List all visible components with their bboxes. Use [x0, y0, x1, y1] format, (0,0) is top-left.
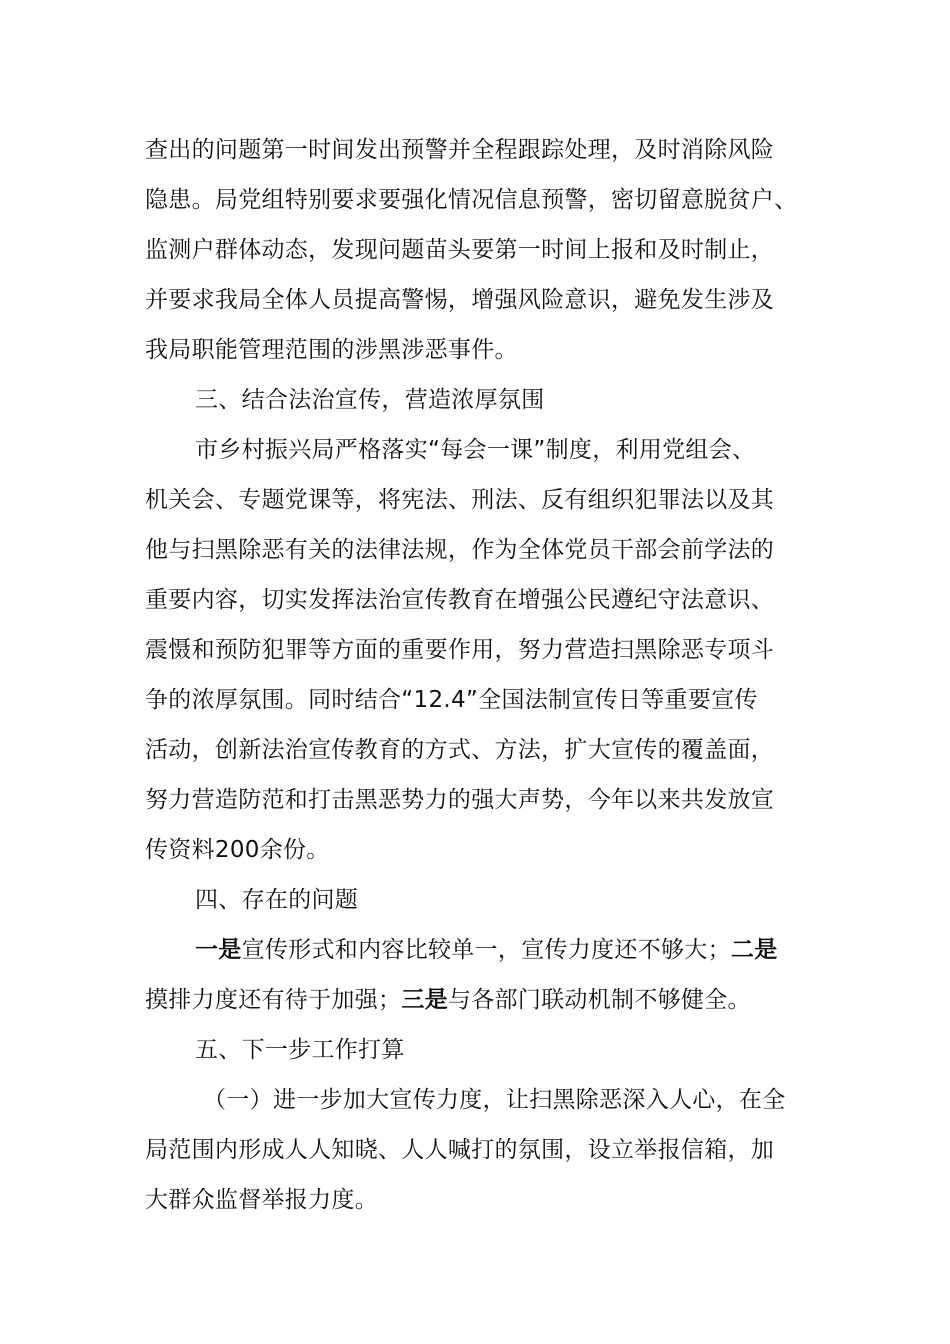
section-heading: 四、存在的问题 [195, 887, 359, 913]
problem-text: 与各部门联动机制不够健全。 [447, 987, 751, 1013]
bold-marker: 二是 [730, 937, 778, 963]
paragraph-line: 我局职能管理范围的涉黑涉恶事件。 [145, 337, 518, 363]
paragraph-line: 监测户群体动态，发现问题苗头要第一时间上报和及时制止， [145, 237, 775, 263]
paragraph-line: 重要内容，切实发挥法治宣传教育在增强公民遵纪守法意识、 [145, 587, 775, 613]
problems-line-2 [145, 980, 751, 1020]
paragraph-line: （一）进一步加大宣传力度，让扫黑除恶深入人心，在全 [203, 1087, 786, 1113]
paragraph-line: 活动，创新法治宣传教育的方式、方法，扩大宣传的覆盖面， [145, 737, 775, 763]
section-heading: 三、结合法治宣传，营造浓厚氛围 [195, 387, 545, 413]
bold-marker: 一是 [195, 937, 242, 963]
paragraph-line: 并要求我局全体人员提高警惕，增强风险意识，避免发生涉及 [145, 287, 775, 313]
paragraph-line: 争的浓厚氛围。同时结合“12.4”全国法制宣传日等重要宣传 [145, 687, 758, 713]
paragraph-line: 大群众监督举报力度。 [145, 1187, 378, 1213]
paragraph-line: 机关会、专题党课等，将宪法、刑法、反有组织犯罪法以及其 [145, 487, 775, 513]
paragraph-line: 传资料200余份。 [145, 837, 330, 863]
paragraph-line: 查出的问题第一时间发出预警并全程跟踪处理，及时消除风险 [145, 137, 775, 163]
paragraph-line: 隐患。局党组特别要求要强化情况信息预警，密切留意脱贫户、 [145, 187, 798, 213]
bold-marker: 三是 [401, 987, 448, 1013]
paragraph-line: 局范围内形成人人知晓、人人喊打的氛围，设立举报信箱，加 [145, 1137, 775, 1163]
paragraph-line: 震慑和预防犯罪等方面的重要作用，努力营造扫黑除恶专项斗 [145, 637, 775, 663]
paragraph-line: 他与扫黑除恶有关的法律法规，作为全体党员干部会前学法的 [145, 537, 775, 563]
section-heading: 五、下一步工作打算 [195, 1037, 405, 1063]
paragraph-line: 市乡村振兴局严格落实“每会一课”制度，利用党组会、 [195, 437, 756, 463]
problems-line-1 [195, 930, 778, 970]
problem-text: 宣传形式和内容比较单一，宣传力度还不够大； [241, 937, 731, 963]
paragraph-line: 努力营造防范和打击黑恶势力的强大声势，今年以来共发放宣 [145, 787, 775, 813]
problem-text: 摸排力度还有待于加强； [145, 987, 402, 1013]
